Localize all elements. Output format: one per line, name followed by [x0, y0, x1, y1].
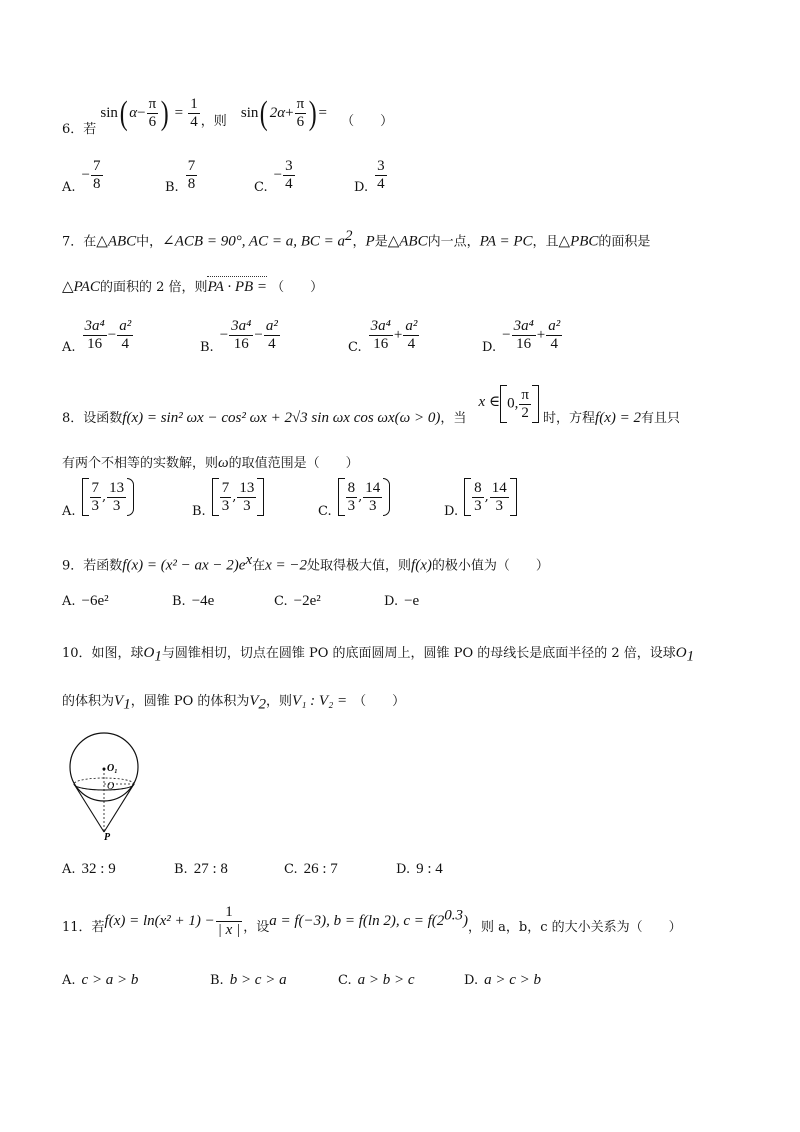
q8-stem-line1: 8．设函数f(x) = sin² ωx − cos² ωx + 2√3 sin ωx cos ωx(ω > 0)，当 x ∈ 0, $\frac{\pi}{2}$ 时，方程f(x) = 2有且只 — [62, 386, 680, 426]
q9-stem: 9．若函数f(x) = (x² − ax − $2)e^x$在x = −2处取得极大值，则f(x)的极小值为（ ） — [62, 552, 549, 574]
q10-option-a[interactable]: A. 32 : 9 — [62, 861, 116, 877]
q7-option-a[interactable]: A. $\frac{\text{3a⁴}}{16}$ − $\frac{\text{a²}}{4}$ — [62, 318, 132, 355]
q11-option-a[interactable]: A. c > a > b — [62, 972, 139, 988]
label-o1: O₁ — [107, 763, 118, 774]
q9-option-b[interactable]: B. −4e — [172, 593, 215, 609]
q11-option-c[interactable]: C. a > b > c — [338, 972, 415, 988]
q10-option-c[interactable]: C. 26 : 7 — [284, 861, 338, 877]
q9-option-d[interactable]: D. −e — [384, 593, 420, 609]
label-p: P — [104, 832, 111, 840]
q8-option-a[interactable]: A. $\frac{7}{3}$ , $\frac{13}{3}$ — [62, 478, 134, 516]
center-o1 — [103, 768, 106, 771]
sphere-cone-figure — [62, 725, 152, 840]
q7-option-c[interactable]: C. $\frac{\text{3a⁴}}{16}$ + $\frac{\text{a²}}{4}$ — [348, 318, 418, 355]
q11-stem: 11．若f(x) = ln(x² + 1) − $\frac{1}{| x |}$ ，设a = f(−3), b = f(ln 2), $c = f(2^{0.3})$，则 a，b，c 的大小关系为（ ） — [62, 904, 682, 938]
q6-option-b[interactable]: B. $\frac{7}{8}$ — [165, 158, 196, 195]
q10-option-d[interactable]: D. 9 : 4 — [396, 861, 443, 877]
q10-stem-line2: 的体积为$V_1$，圆锥 PO 的体积为$V_2$，则V₁ : V₂ = （ ） — [62, 693, 406, 713]
one-quarter: $\frac{1}{4}$ — [190, 96, 198, 130]
q9-option-a[interactable]: A. −6e² — [62, 593, 109, 609]
q7-option-b[interactable]: B.− $\frac{\text{3a⁴}}{16}$ − $\frac{\text{a²}}{4}$ — [200, 318, 278, 355]
dot-product: PA · PB = — [207, 279, 268, 295]
q7-stem-line1: 7．在△ABC中，∠ACB = 90°, AC = a, BC = $a^2$，P是△ABC内一点，PA = PC，且△PBC的面积是 — [62, 228, 651, 250]
q9-option-c[interactable]: C. −2e² — [274, 593, 321, 609]
label-o: O — [107, 781, 115, 792]
q10-stem-line1: 10．如图，球$O_1$与圆锥相切，切点在圆锥 PO 的底面圆周上，圆锥 PO 的母线长是底面半径的 2 倍，设球$O_1$ — [62, 645, 695, 665]
q8-stem-line2: 有两个不相等的实数解，则ω的取值范围是（ ） — [62, 455, 359, 471]
q6-option-c[interactable]: C.− $\frac{3}{4}$ — [254, 158, 293, 195]
cone-left-edge — [74, 784, 104, 832]
q6-option-a[interactable]: A.− $\frac{7}{8}$ — [62, 158, 101, 195]
pi-over-6: $\frac{\pi}{6}$ — [148, 96, 157, 130]
q10-option-b[interactable]: B. 27 : 8 — [174, 861, 228, 877]
q11-option-d[interactable]: D. a > c > b — [464, 972, 541, 988]
q7-option-d[interactable]: D.− $\frac{\text{3a⁴}}{16}$ + $\frac{\text{a²}}{4}$ — [482, 318, 561, 355]
q8-option-c[interactable]: C. $\frac{8}{3}$ , $\frac{14}{3}$ — [318, 478, 390, 516]
q6-stem: 6．若 sin( α− $\frac{\pi}{6}$ ) = $\frac{1}{4}$ ，则 sin( 2α+ $\frac{\pi}{6}$ ) = （ ） — [62, 94, 394, 137]
q8-option-d[interactable]: D. $\frac{8}{3}$ , $\frac{14}{3}$ — [444, 478, 517, 516]
q11-option-b[interactable]: B. b > c > a — [210, 972, 287, 988]
q6-option-d[interactable]: D. $\frac{3}{4}$ — [354, 158, 385, 195]
q8-option-b[interactable]: B. $\frac{7}{3}$ , $\frac{13}{3}$ — [192, 478, 264, 516]
q7-stem-line2: △PAC的面积的 2 倍，则PA · PB = （ ） — [62, 279, 324, 295]
